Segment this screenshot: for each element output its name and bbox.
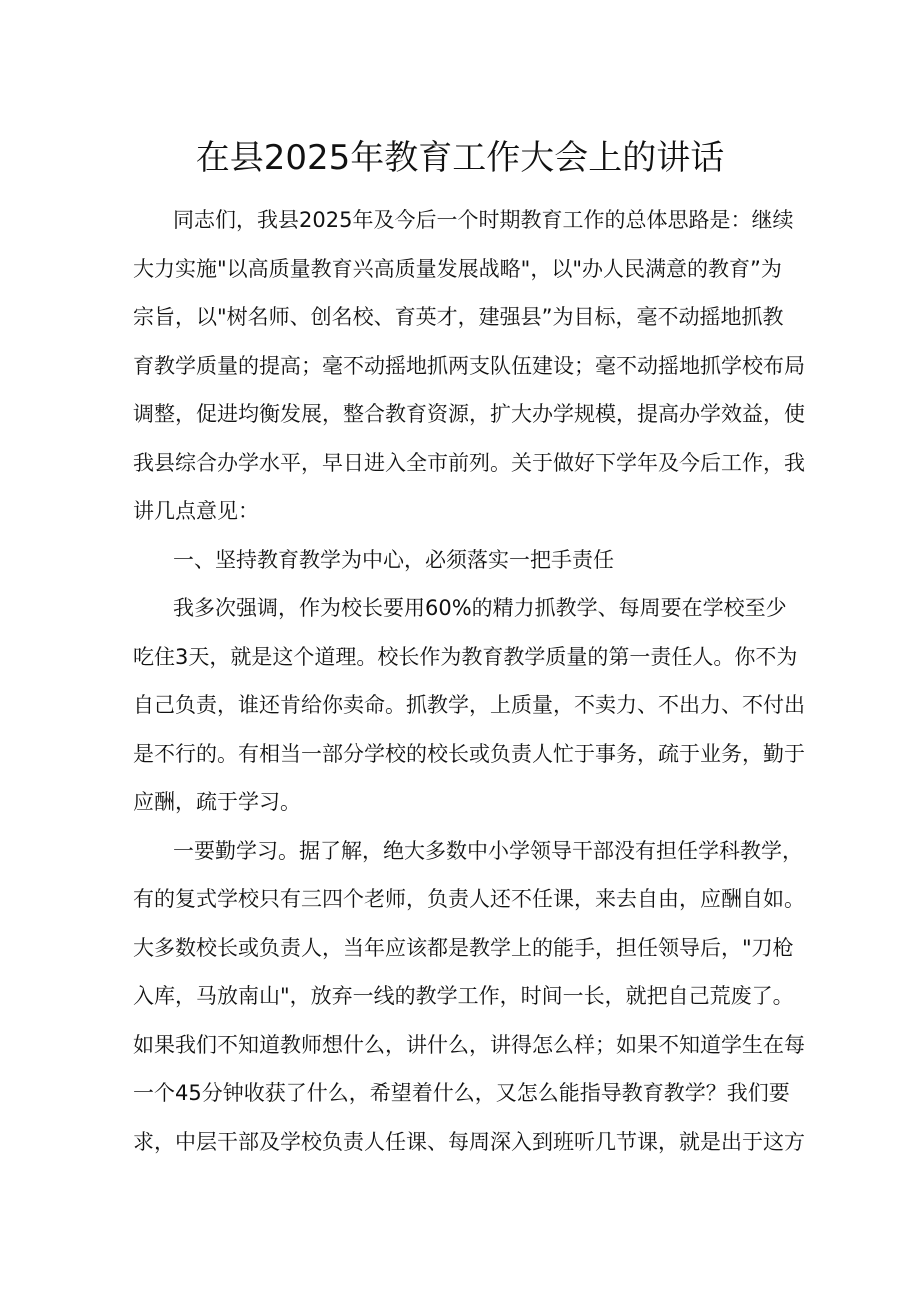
paragraph-line: 有的复式学校只有三四个老师，负责人还不任课，来去自由，应酬自如。 xyxy=(133,887,805,911)
paragraph-line: 求，中层干部及学校负责人任课、每周深入到班听几节课，就是出于这方 xyxy=(133,1129,805,1154)
paragraph-line: 我多次强调，作为校长要用60%的精力抓教学、每周要在学校至少 xyxy=(173,596,787,620)
paragraph-line: 讲几点意见： xyxy=(133,499,259,523)
paragraph-line: 如果我们不知道教师想什么，讲什么，讲得怎么样；如果不知道学生在每 xyxy=(133,1032,805,1057)
paragraph-line: 自己负责，谁还肯给你卖命。抓教学，上质量，不卖力、不出力、不付出 xyxy=(133,693,805,717)
paragraph-line: 一个45分钟收获了什么，希望着什么，又怎么能指导教育教学？我们要 xyxy=(133,1081,790,1105)
paragraph-line: 我县综合办学水平，早日进入全市前列。关于做好下学年及今后工作，我 xyxy=(133,450,805,475)
paragraph-line: 大力实施"以高质量教育兴高质量发展战略"，以"办人民满意的教育”为 xyxy=(133,256,782,281)
paragraph-line: 大多数校长或负责人，当年应该都是教学上的能手，担任领导后，"刀枪 xyxy=(133,935,794,960)
paragraph-line: 同志们，我县2025年及今后一个时期教育工作的总体思路是：继续 xyxy=(173,208,794,232)
paragraph-line: 宗旨，以"树名师、创名校、育英才，建强县”为目标，毫不动摇地抓教 xyxy=(133,305,784,329)
paragraph-line: 一要勤学习。据了解，绝大多数中小学领导干部没有担任学科教学， xyxy=(173,838,803,863)
paragraph-line: 应酬，疏于学习。 xyxy=(133,790,301,814)
section-heading: 一、坚持教育教学为中心，必须落实一把手责任 xyxy=(173,547,614,572)
paragraph-line: 吃住3天，就是这个道理。校长作为教育教学质量的第一责任人。你不为 xyxy=(133,644,798,669)
paragraph-line: 是不行的。有相当一部分学校的校长或负责人忙于事务，疏于业务，勤于 xyxy=(133,741,805,766)
page-title: 在县2025年教育工作大会上的讲话 xyxy=(195,138,725,178)
document-body xyxy=(133,196,805,1166)
paragraph-line: 调整，促进均衡发展，整合教育资源，扩大办学规模，提高办学效益，使 xyxy=(133,402,805,426)
paragraph-line: 入库，马放南山"，放弃一线的教学工作，时间一长，就把自己荒废了。 xyxy=(133,984,794,1008)
paragraph-line: 育教学质量的提高；毫不动摇地抓两支队伍建设；毫不动摇地抓学校布局 xyxy=(133,353,805,378)
